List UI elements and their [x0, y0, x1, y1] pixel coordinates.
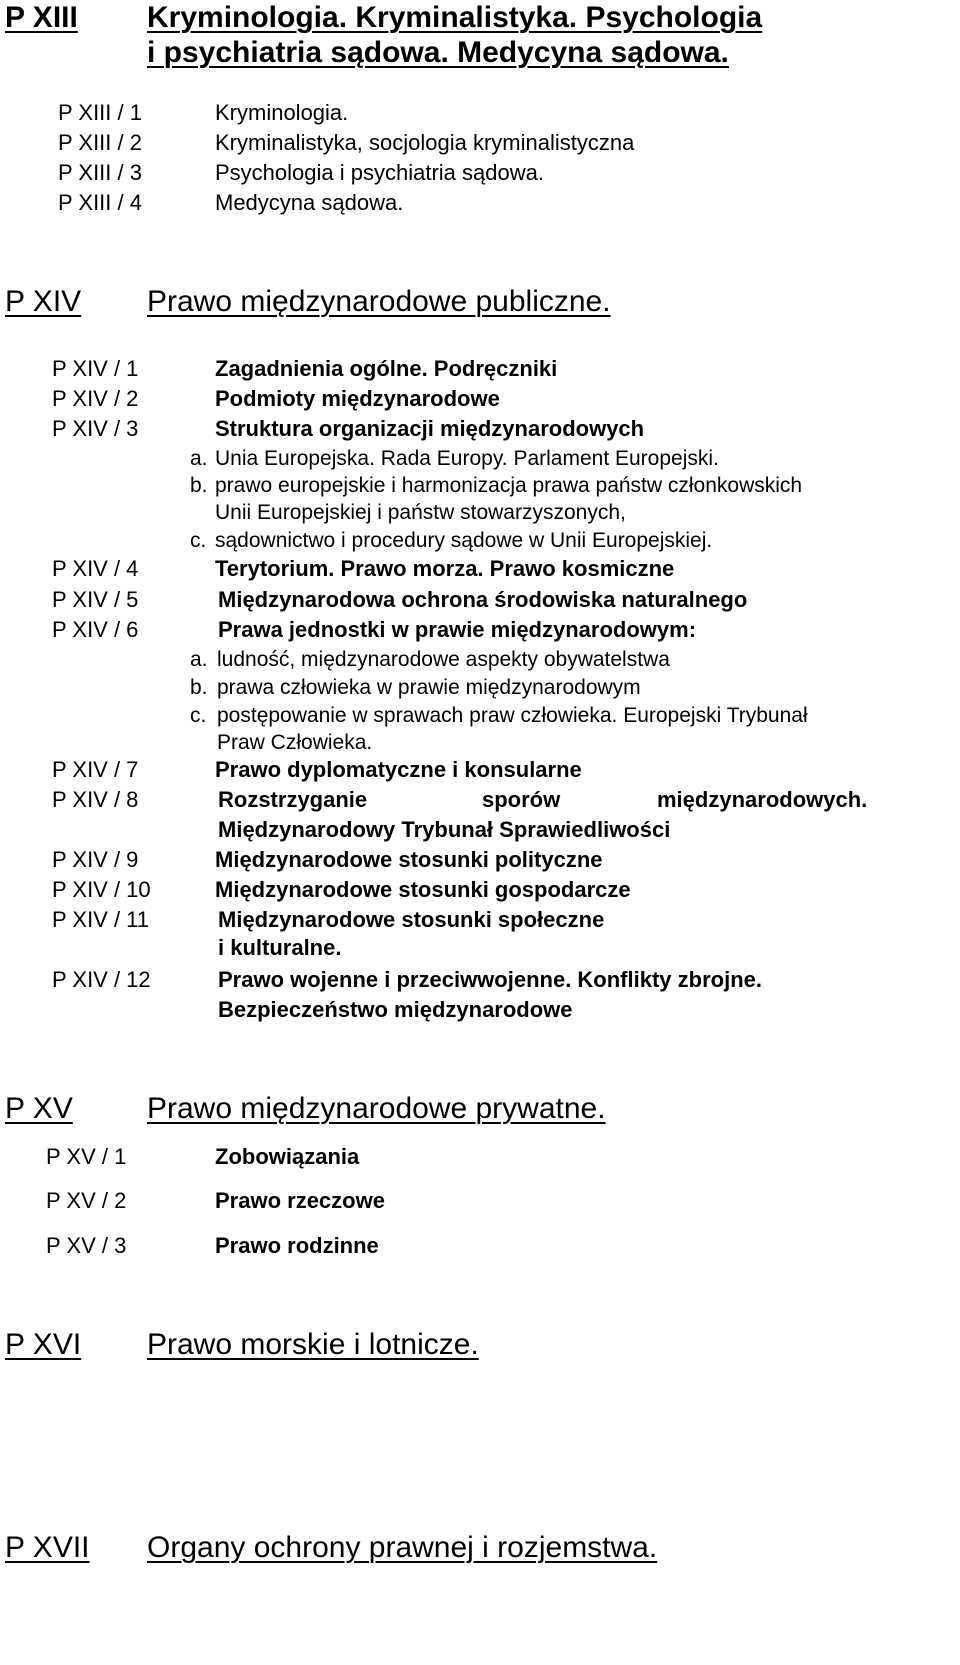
sub-text: postępowanie w sprawach praw człowieka. Europejski Trybunał: [217, 704, 808, 727]
item-text: Kryminalistyka, socjologia kryminalistyczna: [215, 130, 635, 155]
item-text-cont: Bezpieczeństwo międzynarodowe: [218, 997, 573, 1022]
sub-marker: b.: [190, 474, 208, 497]
item-text: Podmioty międzynarodowe: [215, 386, 500, 411]
sub-text: Unia Europejska. Rada Europy. Parlament Europejski.: [215, 447, 719, 470]
sub-text: prawo europejskie i harmonizacja prawa państw członkowskich: [215, 474, 803, 497]
sub-text-cont: Unii Europejskiej i państw stowarzyszonych,: [215, 501, 626, 524]
item-code: P XIV / 7: [52, 757, 139, 782]
sub-text: prawa człowieka w prawie międzynarodowym: [217, 676, 641, 699]
section-code-xiii: P XIII: [5, 1, 78, 34]
sub-text-cont: Praw Człowieka.: [217, 731, 373, 754]
item-code: P XIII / 1: [58, 100, 142, 125]
sub-marker: a.: [190, 447, 208, 470]
section-code-xvii: P XVII: [5, 1531, 90, 1564]
item-text: Międzynarodowe stosunki polityczne: [215, 847, 603, 872]
item-code: P XIV / 12: [52, 967, 151, 992]
section-code-xiv: P XIV: [5, 285, 82, 318]
sub-marker: c.: [190, 529, 207, 552]
item-code: P XIII / 4: [58, 190, 142, 215]
item-text: Terytorium. Prawo morza. Prawo kosmiczne: [215, 556, 675, 581]
item-code: P XIV / 5: [52, 587, 139, 612]
item-text: Struktura organizacji międzynarodowych: [215, 416, 645, 441]
item-text: Zagadnienia ogólne. Podręczniki: [215, 356, 558, 381]
item-text: Międzynarodowe stosunki gospodarcze: [215, 877, 631, 902]
item-text: Prawo rzeczowe: [215, 1188, 385, 1213]
section-title-xiii-line2: i psychiatria sądowa. Medycyna sądowa.: [147, 36, 729, 69]
item-text-word: międzynarodowych.: [657, 787, 868, 812]
item-text: Prawo dyplomatyczne i konsularne: [215, 757, 582, 782]
item-code: P XV / 1: [46, 1144, 127, 1169]
item-code: P XIV / 11: [52, 907, 150, 932]
item-code: P XIV / 9: [52, 847, 139, 872]
section-title-xvii: Organy ochrony prawnej i rozjemstwa.: [147, 1531, 658, 1564]
item-code: P XIV / 10: [52, 877, 151, 902]
item-text: Prawo wojenne i przeciwwojenne. Konflikty zbrojne.: [218, 967, 762, 992]
item-code: P XV / 2: [46, 1188, 127, 1213]
item-text: Prawo rodzinne: [215, 1233, 379, 1258]
section-code-xv: P XV: [5, 1092, 73, 1125]
item-code: P XIII / 2: [58, 130, 142, 155]
item-code: P XIV / 2: [52, 386, 139, 411]
sub-marker: c.: [190, 704, 207, 727]
item-text: Medycyna sądowa.: [215, 190, 404, 215]
item-code: P XIV / 6: [52, 617, 139, 642]
sub-marker: a.: [190, 648, 208, 671]
item-text: Kryminologia.: [215, 100, 349, 125]
item-code: P XIV / 1: [52, 356, 139, 381]
item-text: Międzynarodowe stosunki społeczne: [218, 907, 605, 932]
item-text: Prawa jednostki w prawie międzynarodowym:: [218, 617, 697, 642]
item-text-cont: i kulturalne.: [218, 935, 342, 960]
item-text: Zobowiązania: [215, 1144, 360, 1169]
item-code: P XIV / 8: [52, 787, 139, 812]
section-title-xiii-line1: Kryminologia. Kryminalistyka. Psychologia: [147, 1, 763, 34]
section-title-xv: Prawo międzynarodowe prywatne.: [147, 1092, 606, 1125]
section-code-xvi: P XVI: [5, 1328, 82, 1361]
sub-text: ludność, międzynarodowe aspekty obywatelstwa: [217, 648, 670, 671]
item-code: P XIV / 3: [52, 416, 139, 441]
section-title-xvi: Prawo morskie i lotnicze.: [147, 1328, 479, 1361]
item-text-word: sporów: [482, 787, 561, 812]
item-code: P XV / 3: [46, 1233, 127, 1258]
item-text-word: Rozstrzyganie: [218, 787, 368, 812]
section-title-xiv: Prawo międzynarodowe publiczne.: [147, 285, 611, 318]
item-code: P XIV / 4: [52, 556, 139, 581]
item-text: Międzynarodowa ochrona środowiska naturalnego: [218, 587, 748, 612]
item-code: P XIII / 3: [58, 160, 142, 185]
sub-marker: b.: [190, 676, 208, 699]
item-text-cont: Międzynarodowy Trybunał Sprawiedliwości: [218, 817, 671, 842]
sub-text: sądownictwo i procedury sądowe w Unii Europejskiej.: [215, 529, 713, 552]
item-text: Psychologia i psychiatria sądowa.: [215, 160, 544, 185]
